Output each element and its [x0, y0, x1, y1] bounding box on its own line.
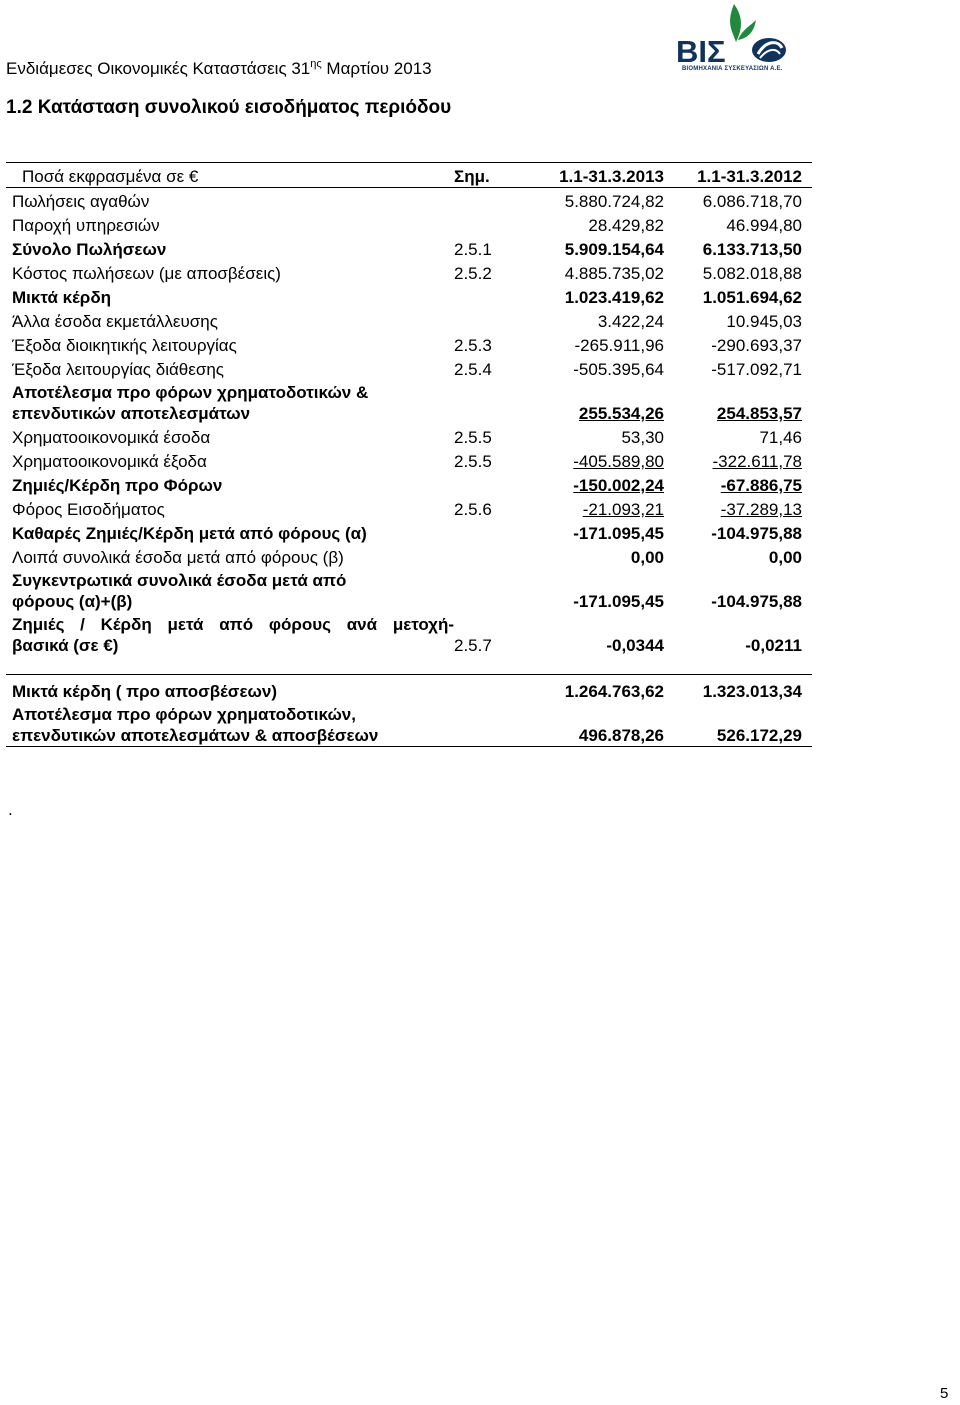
table-row-pretax	[6, 472, 812, 496]
table-row	[6, 356, 812, 380]
table-row	[6, 260, 812, 284]
row-label: Χρηματοοικονομικά έξοδα	[12, 452, 207, 471]
row-value-2012: -517.092,71	[711, 360, 802, 379]
table-row-ebitda-gross	[6, 674, 812, 702]
row-value-2013: -405.589,80	[573, 452, 664, 471]
row-value-2013: 4.885.735,02	[564, 264, 664, 283]
row-note: 2.5.7	[454, 636, 492, 655]
table-header-row	[6, 162, 812, 188]
table-row	[6, 424, 812, 448]
row-value-2013: -505.395,64	[573, 360, 664, 379]
table-spacer	[6, 656, 812, 674]
row-value-2012: -0,0211	[745, 636, 802, 655]
row-label-line2: επενδυτικών αποτελεσμάτων	[12, 404, 251, 423]
row-value-2012: 254.853,57	[716, 404, 802, 423]
row-note: 2.5.6	[454, 500, 492, 519]
header-amounts-label: Ποσά εκφρασμένα σε €	[22, 167, 199, 186]
row-value-2013: 1.023.419,62	[564, 288, 664, 307]
page-number: 5	[940, 1385, 949, 1402]
row-label: Έξοδα διοικητικής λειτουργίας	[12, 336, 237, 355]
row-label-line2: φόρους (α)+(β)	[12, 592, 133, 611]
row-value-2013: 3.422,24	[597, 312, 664, 331]
row-value-2013: -0,0344	[606, 636, 664, 655]
row-note: 2.5.3	[454, 336, 492, 355]
table-row-ebit	[6, 380, 812, 424]
row-label-line2: βασικά (σε €)	[12, 636, 119, 655]
row-label: Χρηματοοικονομικά έσοδα	[12, 428, 211, 447]
row-label: Λοιπά συνολικά έσοδα μετά από φόρους (β)	[12, 548, 344, 567]
row-value-2012: 1.051.694,62	[702, 288, 802, 307]
table-row	[6, 448, 812, 472]
table-row	[6, 188, 812, 212]
row-label: Άλλα έσοδα εκμετάλλευσης	[12, 312, 218, 331]
row-label: Φόρος Εισοδήματος	[12, 500, 165, 519]
table-row-eps	[6, 612, 812, 656]
row-value-2013: 0,00	[630, 548, 664, 567]
header-title-superscript: ης	[310, 58, 322, 70]
row-note: 2.5.2	[454, 264, 492, 283]
row-value-2012: -104.975,88	[711, 592, 802, 611]
row-value-2012: -67.886,75	[720, 476, 802, 495]
row-value-2012: -104.975,88	[711, 524, 802, 543]
row-value-2013: -265.911,96	[574, 336, 664, 355]
table-row-gross-profit	[6, 284, 812, 308]
table-row	[6, 332, 812, 356]
row-label-line1: Ζημιές / Κέρδη μετά από φόρους ανά μετοχή-	[12, 615, 454, 634]
row-value-2012: -37.289,13	[720, 500, 802, 519]
row-value-2013: 5.880.724,82	[564, 192, 664, 211]
table-row-net-result	[6, 520, 812, 544]
logo-wordmark: ΒΙΣ	[676, 34, 726, 69]
row-note: 2.5.1	[454, 240, 492, 259]
row-label: Μικτά κέρδη	[12, 288, 112, 307]
row-value-2013: 1.264.763,62	[564, 682, 664, 701]
row-note: 2.5.4	[454, 360, 492, 379]
row-label	[6, 570, 454, 612]
row-value-2013: -21.093,21	[582, 500, 664, 519]
row-value-2013: 5.909.154,64	[564, 240, 664, 259]
header-period-2013: 1.1-31.3.2013	[559, 167, 664, 186]
row-label-line1: Συγκεντρωτικά συνολικά έσοδα μετά από	[12, 571, 347, 590]
row-value-2012: 1.323.013,34	[702, 682, 802, 701]
table-row	[6, 212, 812, 236]
row-value-2013: 53,30	[621, 428, 664, 447]
row-label: Σύνολο Πωλήσεων	[12, 240, 167, 259]
table-row	[6, 308, 812, 332]
table-row	[6, 544, 812, 568]
row-value-2013: -150.002,24	[573, 476, 664, 495]
row-value-2012: 71,46	[759, 428, 802, 447]
row-value-2012: -322.611,78	[712, 452, 802, 471]
table-row-total-comprehensive	[6, 568, 812, 612]
header-period-2012: 1.1-31.3.2012	[697, 167, 802, 186]
section-title: 1.2 Κατάσταση συνολικού εισοδήματος περιόδου	[6, 97, 452, 118]
row-value-2012: 526.172,29	[716, 726, 802, 745]
row-label: Παροχή υπηρεσιών	[12, 216, 160, 235]
row-label	[6, 704, 454, 746]
row-value-2013: 28.429,82	[588, 216, 664, 235]
row-value-2013: -171.095,45	[573, 524, 664, 543]
row-label-line2: επενδυτικών αποτελεσμάτων & αποσβέσεων	[12, 726, 379, 745]
row-value-2012: 0,00	[768, 548, 802, 567]
table-row-ebitda	[6, 702, 812, 747]
row-label	[6, 382, 454, 424]
header-title-end: Μαρτίου 2013	[321, 59, 432, 78]
row-note: 2.5.5	[454, 428, 492, 447]
header-note: Σημ.	[454, 167, 490, 186]
row-value-2012: -290.693,37	[711, 336, 802, 355]
company-logo	[674, 0, 790, 76]
row-value-2012: 5.082.018,88	[702, 264, 802, 283]
row-label: Καθαρές Ζημιές/Κέρδη μετά από φόρους (α)	[12, 524, 367, 543]
row-value-2012: 6.133.713,50	[702, 240, 802, 259]
row-label-line1: Αποτέλεσμα προ φόρων χρηματοδοτικών,	[12, 705, 356, 724]
header-title-text: Ενδιάμεσες Οικονομικές Καταστάσεις 31	[6, 59, 311, 78]
row-note: 2.5.5	[454, 452, 492, 471]
logo-leaf-icon	[730, 4, 741, 42]
row-value-2013: 255.534,26	[578, 404, 664, 423]
row-label: Πωλήσεις αγαθών	[12, 192, 150, 211]
row-value-2013: 496.878,26	[578, 726, 664, 745]
row-label	[6, 614, 454, 656]
table-row-total-sales	[6, 236, 812, 260]
table-row	[6, 496, 812, 520]
row-value-2012: 46.994,80	[726, 216, 802, 235]
row-label: Έξοδα λειτουργίας διάθεσης	[12, 360, 224, 379]
row-value-2012: 6.086.718,70	[702, 192, 802, 211]
row-label: Μικτά κέρδη ( προ αποσβέσεων)	[12, 682, 277, 701]
document-header-title	[6, 58, 432, 79]
logo-subtitle: ΒΙΟΜΗΧΑΝΙΑ ΣΥΣΚΕΥΑΣΙΩΝ Α.Ε.	[682, 66, 783, 72]
row-label-line1: Αποτέλεσμα προ φόρων χρηματοδοτικών &	[12, 383, 369, 402]
row-value-2013: -171.095,45	[573, 592, 664, 611]
row-value-2012: 10.945,03	[726, 312, 802, 331]
row-label: Ζημιές/Κέρδη προ Φόρων	[12, 476, 223, 495]
stray-dot: .	[8, 800, 13, 819]
row-label: Κόστος πωλήσεων (με αποσβέσεις)	[12, 264, 281, 283]
income-statement-table	[6, 162, 812, 747]
